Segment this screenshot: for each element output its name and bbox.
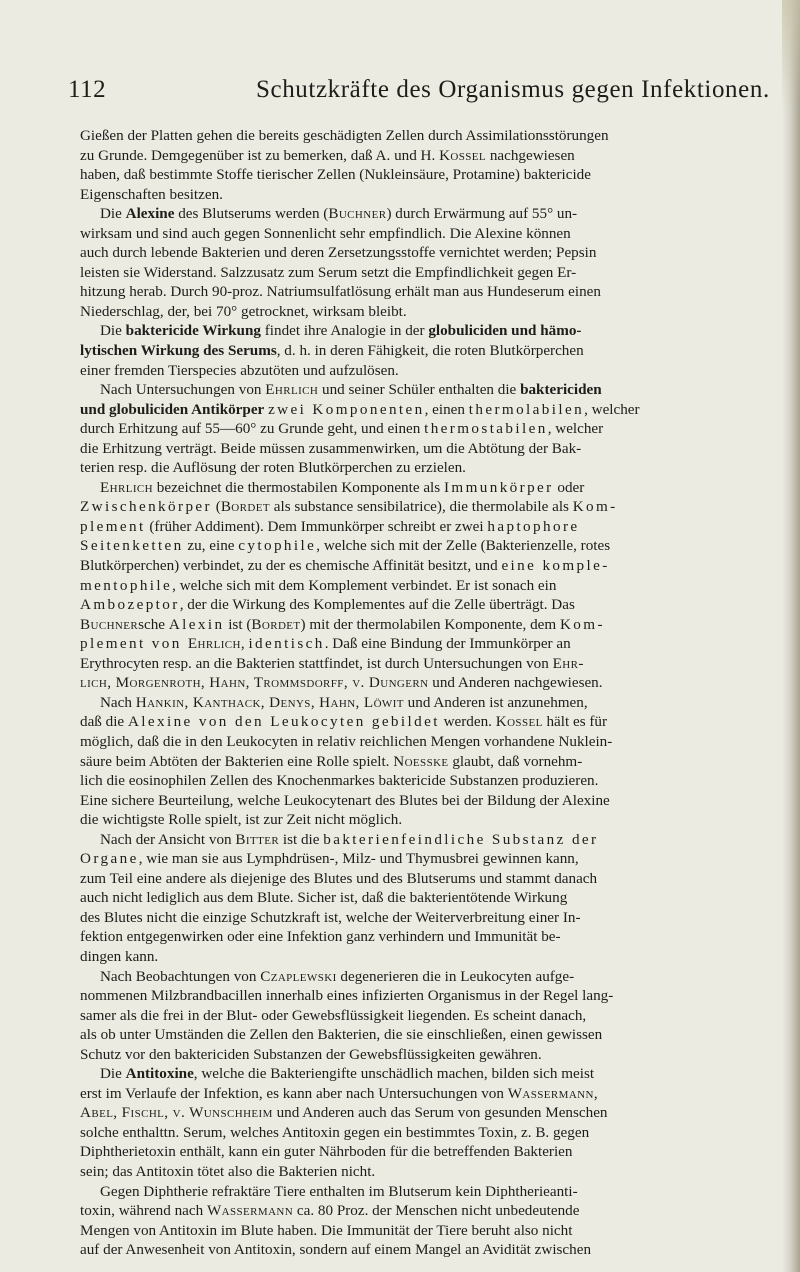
text-run: Immunkörper	[443, 478, 554, 496]
text-run: einer fremden Tierspecies abzutöten und aufzulösen.	[80, 361, 399, 379]
text-run: Buchner	[328, 205, 387, 223]
text-run: ca. 80 Proz. der Menschen nicht unbedeutende	[293, 1202, 580, 1220]
text-line	[80, 1201, 758, 1221]
text-line	[80, 517, 758, 537]
text-line	[80, 1162, 758, 1182]
text-run: Die	[100, 205, 126, 223]
text-line	[80, 243, 758, 263]
text-run: und seiner Schüler enthalten die	[318, 381, 521, 399]
text-run: Nach der Ansicht von	[100, 830, 236, 848]
text-run: samer als die frei in der Blut- oder Gewebsflüssigkeit liegenden. Es scheint danach,	[80, 1006, 587, 1024]
text-line	[80, 771, 758, 791]
text-line	[80, 204, 758, 224]
text-run: terien resp. die Auflösung der roten Blutkörperchen zu erzielen.	[80, 459, 466, 477]
text-line	[80, 361, 758, 381]
text-line	[80, 478, 758, 498]
text-run: dingen kann.	[80, 947, 159, 965]
text-line	[80, 810, 758, 830]
text-run: , welcher	[547, 420, 604, 438]
text-run: oder	[553, 478, 585, 496]
text-line	[80, 595, 758, 615]
text-line	[80, 1006, 758, 1026]
text-run: Gießen der Platten gehen die bereits geschädigten Zellen durch Assimilationsstörungen	[80, 127, 609, 144]
text-run: Abel, Fischl, v. Wunschheim	[80, 1104, 273, 1122]
text-line	[80, 282, 758, 302]
text-run: baktericiden	[520, 381, 602, 399]
text-line	[80, 263, 758, 283]
text-run: Seitenketten	[80, 537, 184, 555]
text-run: Bitter	[235, 830, 280, 848]
text-run: Ehrlich	[187, 635, 241, 653]
text-run: als substance sensibilatrice), die thermolabile als	[269, 498, 573, 516]
text-line	[80, 1045, 758, 1065]
text-run: daß die	[80, 713, 128, 731]
text-run: identisch	[248, 635, 325, 653]
text-run: Gegen Diphtherie refraktäre Tiere enthalten im Blutserum kein Diphtherieanti-	[100, 1182, 578, 1200]
text-run: wirksam und sind auch gegen Sonnenlicht sehr empfindlich. Die Alexine können	[80, 224, 571, 242]
text-line	[80, 986, 758, 1006]
text-run: und Anderen auch das Serum von gesunden Menschen	[272, 1104, 608, 1122]
text-run: hält es für	[542, 713, 608, 731]
text-run: auch durch lebende Bakterien und deren Zersetzungsstoffe vernichtet werden; Pepsin	[80, 244, 597, 262]
text-run: sche	[138, 615, 169, 633]
text-run: toxin, während nach	[80, 1202, 207, 1220]
text-run: lich, Morgenroth, Hahn, Trommsdorff, v. Dungern	[80, 674, 429, 692]
text-line	[80, 576, 758, 596]
text-line	[80, 380, 758, 400]
text-run: Nach	[100, 693, 136, 711]
text-run: Bordet	[220, 498, 270, 516]
body-text	[80, 126, 758, 1260]
text-run: Eine sichere Beurteilung, welche Leukocytenart des Blutes bei der Bildung der Alexine	[80, 791, 610, 809]
text-run: durch Erhitzung auf 55—60° zu Grunde geht, und einen	[80, 420, 425, 438]
text-run: Diphtherietoxin enthält, kann ein guter Nährboden für die betreffenden Bakterien	[80, 1143, 573, 1161]
text-line	[80, 1123, 758, 1143]
text-run: säure beim Abtöten der Bakterien eine Rolle spielt.	[80, 752, 394, 770]
text-run: plement von	[80, 635, 188, 653]
text-line	[80, 185, 758, 205]
text-run: (	[211, 498, 221, 516]
page-header	[68, 76, 768, 108]
text-run: und globuliciden Antikörper	[80, 400, 265, 418]
text-line	[80, 967, 758, 987]
page-number: 112	[68, 76, 107, 103]
text-run: Alexin	[168, 615, 225, 633]
text-run: Alexine von den Leukocyten gebildet	[127, 713, 440, 731]
running-title: Schutzkräfte des Organismus gegen Infektionen.	[256, 76, 770, 103]
text-run: des Blutes nicht die einzige Schutzkraft ist, welche der Weiterverbreitung einer In-	[80, 908, 581, 926]
text-run: Ambozeptor	[80, 596, 180, 614]
text-run: Eigenschaften besitzen.	[80, 185, 223, 203]
text-line	[80, 869, 758, 889]
text-run: erst im Verlaufe der Infektion, es kann aber nach Untersuchungen von	[80, 1084, 508, 1102]
text-run: Bordet	[251, 615, 301, 633]
text-run: Hankin, Kanthack, Denys, Hahn, Löwit	[135, 693, 404, 711]
text-run: Blutkörperchen) verbindet, zu der es chemische Affinität besitzt, und	[80, 557, 502, 575]
text-line	[80, 1084, 758, 1104]
text-line	[80, 927, 758, 947]
text-line	[80, 712, 758, 732]
text-line	[80, 693, 758, 713]
text-run: Kom-	[572, 498, 618, 516]
text-run: die wichtigste Rolle spielt, ist zur Zeit nicht möglich.	[80, 811, 403, 829]
text-line	[80, 497, 758, 517]
text-line	[80, 302, 758, 322]
text-line	[80, 1142, 758, 1162]
text-run: thermostabilen	[424, 420, 548, 438]
text-run: haben, daß bestimmte Stoffe tierischer Zellen (Nukleinsäure, Protamine) baktericide	[80, 166, 591, 184]
text-run: möglich, daß die in den Leukocyten in relativ reichlichen Mengen vorhandene Nuklein-	[80, 732, 613, 750]
text-line	[80, 673, 758, 693]
text-run: , d. h. in deren Fähigkeit, die roten Blutkörperchen	[276, 342, 584, 360]
page-edge-shadow	[782, 0, 800, 1272]
text-run: haptophore	[487, 517, 580, 535]
text-line	[80, 556, 758, 576]
text-line	[80, 439, 758, 459]
text-run: zu Grunde. Demgegenüber ist zu bemerken, daß A. und H.	[80, 146, 440, 164]
text-run: werden.	[439, 713, 496, 731]
text-line	[80, 791, 758, 811]
text-line	[80, 458, 758, 478]
text-line	[80, 654, 758, 674]
text-run: zum Teil eine andere als diejenige des Blutes und des Blutserums und stammt danach	[80, 869, 598, 887]
text-run: Zwischenkörper	[80, 498, 212, 516]
text-line	[80, 1064, 758, 1084]
text-run: , welche sich mit der Zelle (Bakterienzelle, rotes	[316, 537, 611, 555]
text-line	[80, 1221, 758, 1241]
text-run: baktericide Wirkung	[125, 322, 261, 340]
text-run: Die	[100, 322, 126, 340]
text-line	[80, 146, 758, 166]
text-run: sein; das Antitoxin tötet also die Bakterien nicht.	[80, 1162, 376, 1180]
text-line	[80, 224, 758, 244]
text-run: Organe	[80, 850, 139, 868]
text-run: Kossel	[439, 146, 487, 164]
text-run: Kossel	[495, 713, 543, 731]
text-line	[80, 321, 758, 341]
text-run: . Daß eine Bindung der Immunkörper an	[324, 635, 571, 653]
text-line	[80, 752, 758, 772]
text-run: Antitoxine	[125, 1065, 194, 1083]
text-run: Wassermann,	[507, 1084, 599, 1102]
text-run: glaubt, daß vornehm-	[448, 752, 583, 770]
text-run: degenerieren die in Leukocyten aufge-	[336, 967, 575, 985]
text-run: bezeichnet die thermostabilen Komponente als	[153, 478, 444, 496]
text-line	[80, 536, 758, 556]
text-run: ist (	[224, 615, 252, 633]
text-run: Buchner	[80, 615, 139, 633]
page-edge-stain	[782, 0, 800, 110]
text-run: zwei Komponenten	[268, 400, 425, 418]
text-line	[80, 947, 758, 967]
text-run: solche enthalttn. Serum, welches Antitoxin gegen ein bestimmtes Toxin, z. B. gegen	[80, 1123, 590, 1141]
text-run: des Blutserums werden (	[174, 205, 329, 223]
text-run: eine komple-	[501, 557, 610, 575]
text-run: Noesske	[393, 752, 449, 770]
text-run: ist die	[279, 830, 324, 848]
text-run: Wassermann	[206, 1202, 294, 1220]
text-line	[80, 908, 758, 928]
text-run: cytophile	[238, 537, 317, 555]
text-run: thermolabilen	[468, 400, 585, 418]
text-run: plement	[80, 517, 146, 535]
text-run: , einen	[424, 400, 469, 418]
text-line	[80, 400, 758, 420]
text-run: bakterienfeindliche Substanz der	[323, 830, 599, 848]
text-run: globuliciden und hämo-	[428, 322, 582, 340]
text-run: Nach Beobachtungen von	[100, 967, 261, 985]
text-run: hitzung herab. Durch 90-proz. Natriumsulfatlösung erhält man aus Hundeserum einen	[80, 283, 601, 301]
text-line	[80, 1103, 758, 1123]
text-line	[80, 634, 758, 654]
text-run: findet ihre Analogie in der	[260, 322, 429, 340]
text-run: Czaplewski	[260, 967, 337, 985]
text-run: als ob unter Umständen die Zellen den Bakterien, die sie einschließen, einen gewissen	[80, 1026, 603, 1044]
text-run: ) durch Erwärmung auf 55° un-	[386, 205, 578, 223]
text-line	[80, 341, 758, 361]
text-run: Die	[100, 1065, 126, 1083]
text-run: auch nicht lediglich aus dem Blute. Sicher ist, daß die bakterientötende Wirkung	[80, 889, 568, 907]
text-line	[80, 126, 758, 146]
text-run: fektion entgegenwirken oder eine Infektion ganz verhindern und Immunität be-	[80, 928, 561, 946]
text-run: mentophile	[80, 576, 173, 594]
text-run: lytischen Wirkung des Serums	[80, 342, 277, 360]
text-run: leisten sie Widerstand. Salzzusatz zum Serum setzt die Empfindlichkeit gegen Er-	[80, 263, 577, 281]
text-line	[80, 419, 758, 439]
text-run: Kom-	[559, 615, 605, 633]
text-run: ) mit der thermolabilen Komponente, dem	[300, 615, 560, 633]
text-line	[80, 1025, 758, 1045]
text-run: Schutz vor den baktericiden Substanzen der Gewebsflüssigkeiten gewähren.	[80, 1045, 542, 1063]
text-line	[80, 849, 758, 869]
text-run: Ehr-	[552, 654, 584, 672]
text-run: nommenen Milzbrandbacillen innerhalb eines infizierten Organismus in der Regel lang-	[80, 987, 614, 1005]
text-run: nachgewiesen	[486, 146, 575, 164]
text-run: zu, eine	[183, 537, 239, 555]
text-run: Ehrlich	[100, 478, 153, 496]
text-run: lich die eosinophilen Zellen des Knochenmarkes baktericide Substanzen produzieren.	[80, 772, 599, 790]
text-run: die Erhitzung verträgt. Beide müssen zusammenwirken, um die Abtötung der Bak-	[80, 439, 582, 457]
text-run: , welcher	[584, 400, 640, 418]
text-run: Mengen von Antitoxin im Blute haben. Die Immunität der Tiere beruht also nicht	[80, 1221, 573, 1239]
text-run: und Anderen ist anzunehmen,	[403, 693, 588, 711]
text-line	[80, 615, 758, 635]
text-run: Niederschlag, der, bei 70° getrocknet, wirksam bleibt.	[80, 302, 407, 320]
text-run: , wie man sie aus Lymphdrüsen-, Milz- und Thymusbrei gewinnen kann,	[138, 850, 579, 868]
text-line	[80, 830, 758, 850]
text-run: und Anderen nachgewiesen.	[428, 674, 603, 692]
text-run: , welche sich mit dem Komplement verbindet. Er ist sonach ein	[172, 576, 557, 594]
text-run: Erythrocyten resp. an die Bakterien stattfindet, ist durch Untersuchungen von	[80, 654, 553, 672]
text-line	[80, 165, 758, 185]
text-run: , der die Wirkung des Komplementes auf die Zelle überträgt. Das	[179, 596, 575, 614]
text-run: auf der Anwesenheit von Antitoxin, sondern auf einem Mangel an Avidität zwischen	[80, 1241, 592, 1259]
text-run: Ehrlich	[265, 381, 319, 399]
text-run: , welche die Bakteriengifte unschädlich machen, bilden sich meist	[193, 1065, 595, 1083]
text-line	[80, 1240, 758, 1260]
text-run: Nach Untersuchungen von	[100, 381, 266, 399]
text-run: ,	[240, 635, 249, 653]
text-line	[80, 888, 758, 908]
text-line	[80, 1182, 758, 1202]
text-run: Alexine	[125, 205, 175, 223]
text-run: (früher Addiment). Dem Immunkörper schreibt er zwei	[145, 517, 488, 535]
text-line	[80, 732, 758, 752]
